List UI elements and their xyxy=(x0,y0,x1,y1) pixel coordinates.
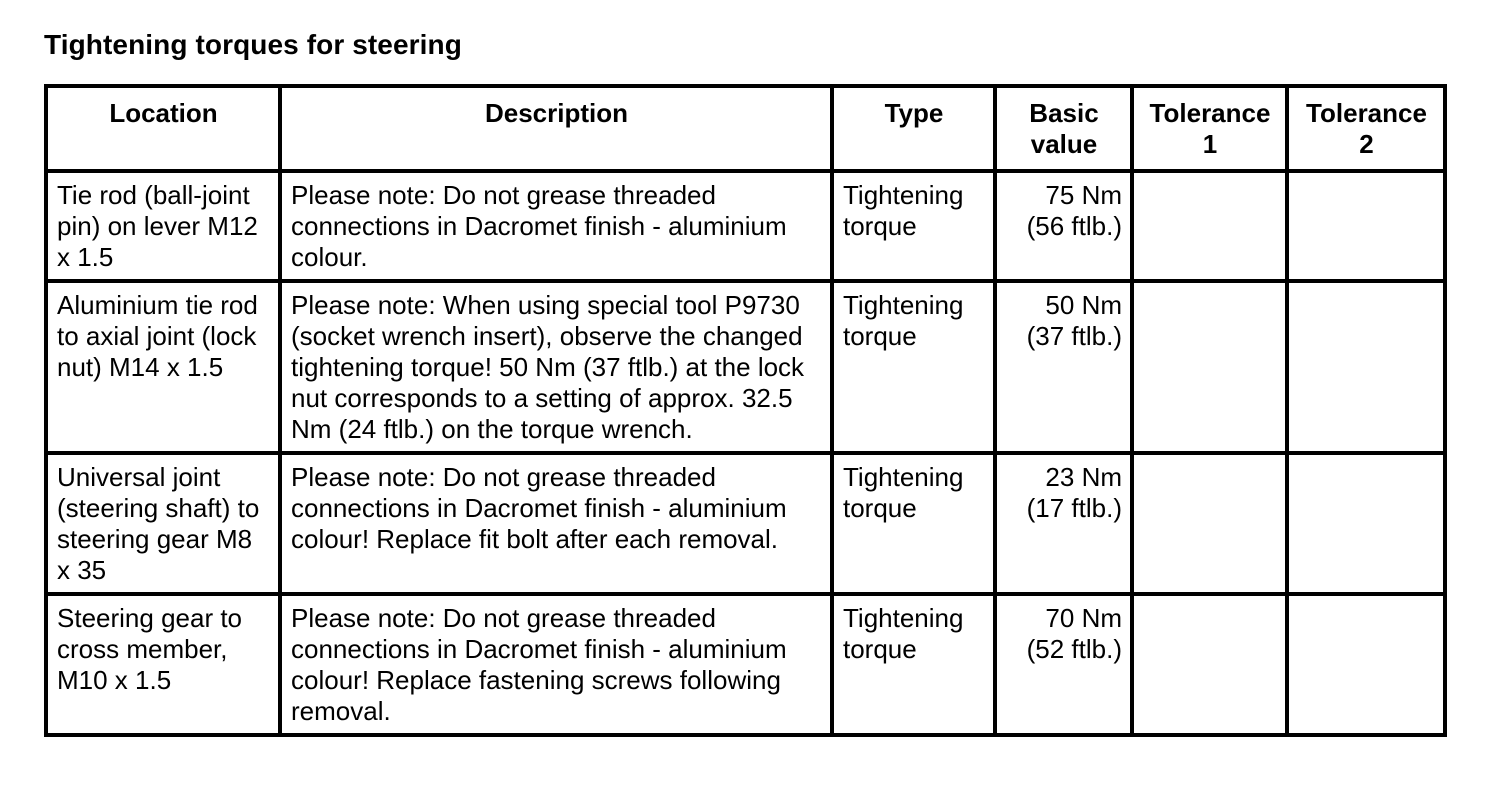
tolerance-1-cell xyxy=(1132,281,1287,453)
page-title: Tightening torques for steering xyxy=(44,29,462,60)
location-cell: Universal joint (steering shaft) to steering gear M8 x 35 xyxy=(46,453,280,594)
tolerance-2-cell xyxy=(1287,594,1445,735)
tolerance-2-cell xyxy=(1287,171,1445,281)
header-basic-value: Basic value xyxy=(995,86,1132,171)
tolerance-2-cell xyxy=(1287,453,1445,594)
header-tolerance-2: Tolerance 2 xyxy=(1287,86,1445,171)
tolerance-2-cell xyxy=(1287,281,1445,453)
description-cell: Please note: Do not grease threaded connections in Dacromet finish - aluminium colour! Replace fastening screws following removal. xyxy=(280,594,832,735)
basic-value-cell: 50 Nm (37 ftlb.) xyxy=(995,281,1132,453)
tolerance-1-cell xyxy=(1132,171,1287,281)
type-cell: Tightening torque xyxy=(832,453,995,594)
header-location: Location xyxy=(46,86,280,171)
table-row xyxy=(46,171,1445,281)
location-cell: Tie rod (ball-joint pin) on lever M12 x 1.5 xyxy=(46,171,280,281)
torque-table xyxy=(44,84,1447,737)
table-row xyxy=(46,453,1445,594)
location-cell: Aluminium tie rod to axial joint (lock nut) M14 x 1.5 xyxy=(46,281,280,453)
basic-value-cell: 23 Nm (17 ftlb.) xyxy=(995,453,1132,594)
type-cell: Tightening torque xyxy=(832,281,995,453)
header-row xyxy=(46,86,1445,171)
header-type: Type xyxy=(832,86,995,171)
table-body xyxy=(46,171,1445,735)
header-description: Description xyxy=(280,86,832,171)
table-row xyxy=(46,281,1445,453)
tolerance-1-cell xyxy=(1132,453,1287,594)
tolerance-1-cell xyxy=(1132,594,1287,735)
basic-value-cell: 70 Nm (52 ftlb.) xyxy=(995,594,1132,735)
table-row xyxy=(46,594,1445,735)
table-header xyxy=(46,86,1445,171)
type-cell: Tightening torque xyxy=(832,171,995,281)
description-cell: Please note: When using special tool P9730 (socket wrench insert), observe the changed tightening torque! 50 Nm (37 ftlb.) at the lock nut corresponds to a setting of approx. 32.5 Nm (24 ftlb.) on the torque wrench. xyxy=(280,281,832,453)
location-cell: Steering gear to cross member, M10 x 1.5 xyxy=(46,594,280,735)
basic-value-cell: 75 Nm (56 ftlb.) xyxy=(995,171,1132,281)
header-tolerance-1: Tolerance 1 xyxy=(1132,86,1287,171)
description-cell: Please note: Do not grease threaded connections in Dacromet finish - aluminium colour! Replace fit bolt after each removal. xyxy=(280,453,832,594)
type-cell: Tightening torque xyxy=(832,594,995,735)
description-cell: Please note: Do not grease threaded connections in Dacromet finish - aluminium colour. xyxy=(280,171,832,281)
